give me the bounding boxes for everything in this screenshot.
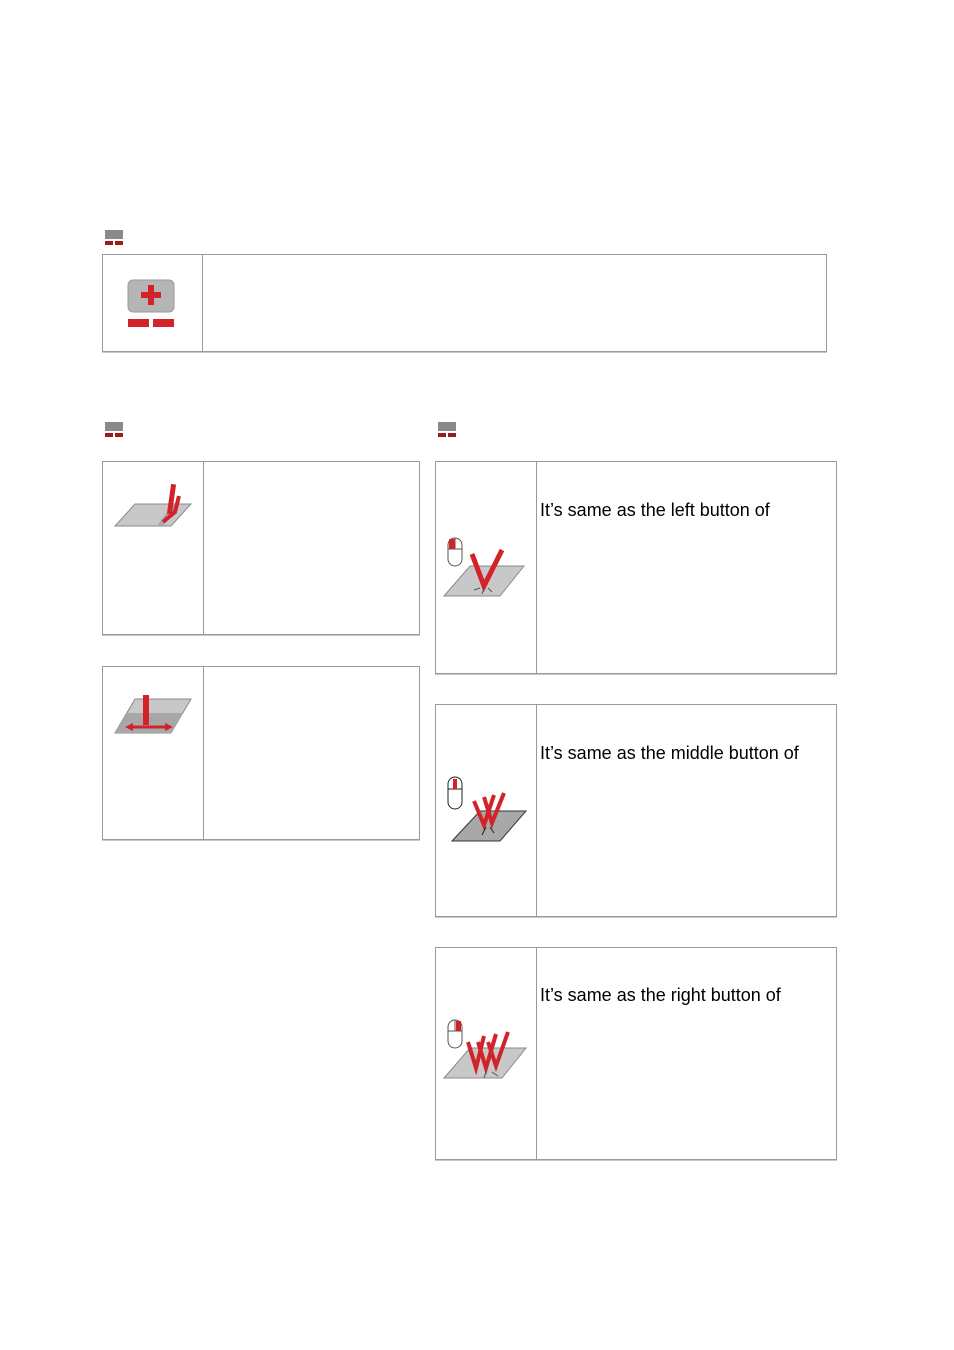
gesture-panel-double-tap: [435, 704, 837, 917]
gesture-icon-cell: [103, 667, 204, 839]
gesture-panel-single-tap: [435, 461, 837, 674]
gesture-description: It’s same as the left button of: [540, 500, 770, 520]
two-finger-scroll-icon: [113, 691, 193, 737]
touchpad-bullet-icon: [438, 422, 456, 438]
touchpad-bullet-icon: [105, 422, 123, 438]
gesture-panel-slide: [102, 461, 420, 635]
gesture-icon-cell: [436, 948, 537, 1159]
gesture-icon-cell: [103, 462, 204, 634]
gesture-description: It’s same as the middle button of: [540, 743, 799, 763]
one-finger-slide-icon: [113, 482, 193, 530]
gesture-description: It’s same as the right button of: [540, 985, 781, 1005]
touchpad-bullet-icon: [105, 230, 123, 246]
triple-tap-right-button-icon: [442, 1018, 528, 1082]
gesture-icon-cell: [436, 705, 537, 916]
touchpad-toggle-panel: [102, 254, 827, 352]
double-tap-middle-button-icon: [444, 773, 528, 843]
touchpad-icon-cell: [103, 255, 203, 351]
gesture-icon-cell: [436, 462, 537, 673]
gesture-panel-scroll: [102, 666, 420, 840]
touchpad-enable-icon[interactable]: [127, 279, 177, 327]
single-tap-left-button-icon: [442, 536, 526, 600]
gesture-panel-triple-tap: [435, 947, 837, 1160]
